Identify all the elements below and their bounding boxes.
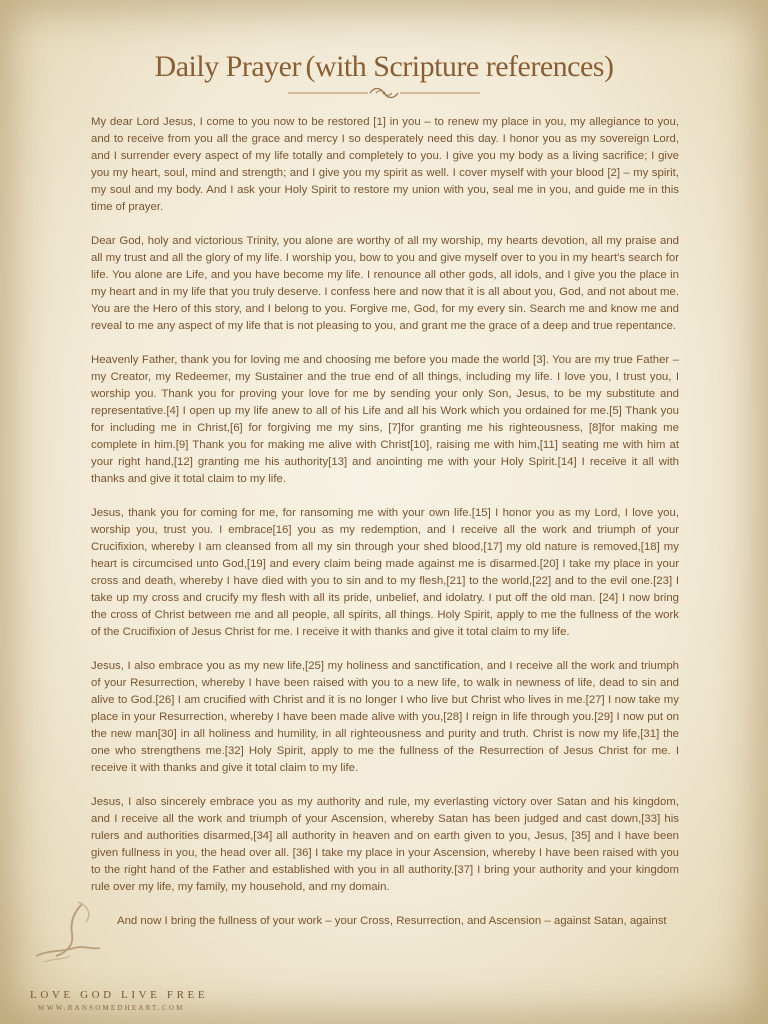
quill-flourish-icon (30, 900, 110, 970)
paragraph-7: And now I bring the fullness of your work – your Cross, Resurrection, and Ascension – against Satan, against (117, 915, 667, 927)
footer-brand: LOVE GOD LIVE FREE (30, 989, 209, 1001)
paragraph-2: Dear God, holy and victorious Trinity, you alone are worthy of all my worship, my hearts devotion, all my praise and all my trust and all the glory of my life. I worship you, bow to you and give myself over to you in my heart's search for life. You alone are Life, and you have become my life. I renounce all other gods, all idols, and I give you the place in my heart and in my life that you truly deserve. I confess here and now that it is all about you, God, and not about me. You are the Hero of this story, and I belong to you. Forgive me, God, for my every sin. Search me and know me and reveal to me any aspect of my life that is not pleasing to you, and grant me the grace of a deep and true repentance. (91, 235, 679, 332)
paragraph-3: Heavenly Father, thank you for loving me and choosing me before you made the world [3]. You are my true Father – my Creator, my Redeemer, my Sustainer and the true end of all things, including my life. I love you, I trust you, I worship you. Thank you for proving your love for me by sending your only Son, Jesus, to be my substitute and representative.[4] I open up my life anew to all of his Life and all his Work which you ordained for me.[5] Thank you for including me in Christ,[6] for forgiving me my sins, [7]for granting me his righteousness, [8]for making me complete in him.[9] Thank you for making me alive with Christ[10], raising me with him,[11] seating me with him at your right hand,[12] granting me his authority[13] and anointing me with your Holy Spirit.[14] I receive it all with thanks and give it total claim to my life. (91, 354, 679, 485)
paragraph-6: Jesus, I also sincerely embrace you as my authority and rule, my everlasting victory over Satan and his kingdom, and I receive all the work and triumph of your Ascension, whereby Satan has been judged and cast down,[33] his rulers and authorities disarmed,[34] all authority in heaven and on earth given to you, Jesus, [35] and I have been given fullness in you, the head over all. [36] I take my place in your Ascension, whereby I have been raised with you to the right hand of the Father and established with you in all authority.[37] I bring your authority and your kingdom rule over my life, my family, my household, and my domain. (91, 796, 679, 893)
page-title (0, 50, 768, 84)
prayer-body (91, 114, 679, 947)
subtitle-text: (with Scripture references) (305, 50, 614, 83)
title-text: Daily Prayer (154, 50, 301, 83)
paragraph-1: My dear Lord Jesus, I come to you now to be restored [1] in you – to renew my place in you, my allegiance to you, and to receive from you all the grace and mercy I so desperately need this day. I honor you as my sovereign Lord, and I surrender every aspect of my life totally and completely to you. I give you my body as a living sacrifice; I give you my heart, soul, mind and strength; and I give you my spirit as well. I cover myself with your blood [2] – my spirit, my soul and my body. And I ask your Holy Spirit to restore my union with you, seal me in you, and guide me in this time of prayer. (91, 116, 679, 213)
paragraph-4: Jesus, thank you for coming for me, for ransoming me with your own life.[15] I honor you as my Lord, I love you, worship you, trust you. I embrace[16] you as my redemption, and I receive all the work and triumph of your Crucifixion, whereby I am cleansed from all my sin through your shed blood,[17] my old nature is removed,[18] my heart is circumcised unto God,[19] and every claim being made against me is disarmed.[20] I take my place in your cross and death, whereby I have died with you to sin and to my flesh,[21] to the world,[22] and to the evil one.[23] I take up my cross and crucify my flesh with all its pride, unbelief, and idolatry. I put off the old man. [24] I now bring the cross of Christ between me and all people, all spirits, all things. Holy Spirit, apply to me the fullness of the work of the Crucifixion of Jesus Christ for me. I receive it with thanks and give it total claim to my life. (91, 507, 679, 638)
footer-url: WWW.RANSOMEDHEART.COM (38, 1004, 185, 1012)
scroll-divider-icon (284, 86, 484, 100)
paragraph-5: Jesus, I also embrace you as my new life,[25] my holiness and sanctification, and I receive all the work and triumph of your Resurrection, whereby I have been raised with you to a new life, to walk in newness of life, dead to sin and alive to God.[26] I am crucified with Christ and it is no longer I who live but Christ who lives in me.[27] I now take my place in your Resurrection, whereby I have been made alive with you,[28] I reign in life through you.[29] I now put on the new man[30] in all holiness and humility, in all righteousness and purity and truth. Christ is now my life,[31] the one who strengthens me.[32] Holy Spirit, apply to me the fullness of the Resurrection of Jesus Christ for me. I receive it with thanks and give it total claim to my life. (91, 660, 679, 774)
